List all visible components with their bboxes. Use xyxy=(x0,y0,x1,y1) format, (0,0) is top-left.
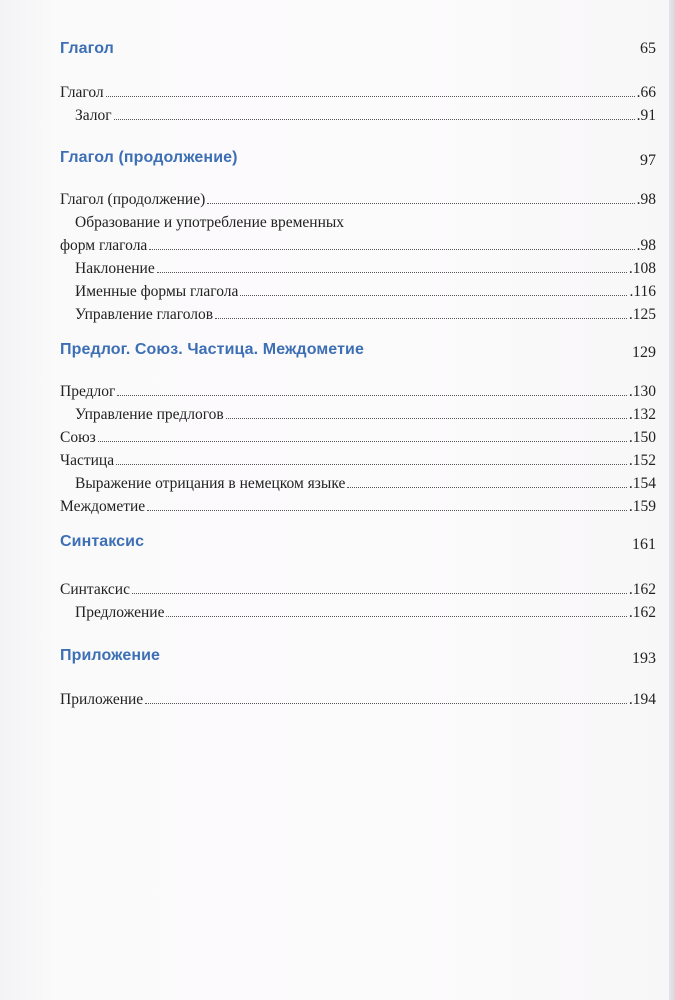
leader-dots xyxy=(114,119,635,120)
toc-entry-label: Междометие xyxy=(60,498,146,515)
toc-entry-label: Синтаксис xyxy=(60,581,130,598)
toc-entry[interactable] xyxy=(60,280,656,303)
leader-dots xyxy=(207,203,634,204)
section-title[interactable]: Приложение xyxy=(60,647,161,664)
toc-entry-label: Приложение xyxy=(60,691,144,708)
toc-entry-label: Предлог xyxy=(60,383,116,400)
section-header xyxy=(60,533,656,557)
page-spine-shadow xyxy=(669,0,675,1000)
leader-dots xyxy=(106,96,635,97)
toc-entry[interactable] xyxy=(60,104,656,127)
toc-entry-page: .108 xyxy=(628,260,656,277)
section-title[interactable]: Синтаксис xyxy=(60,533,145,550)
toc-entry-page: .98 xyxy=(636,237,656,254)
toc-entry[interactable] xyxy=(60,380,656,403)
toc-section-verb-continued xyxy=(60,149,656,326)
leader-dots xyxy=(132,593,627,594)
toc-entry[interactable] xyxy=(60,257,656,280)
toc-entry-label: Выражение отрицания в немецком языке xyxy=(75,475,346,492)
leader-dots xyxy=(117,395,627,396)
leader-dots xyxy=(347,487,627,488)
toc-entry[interactable] xyxy=(60,303,656,326)
section-header xyxy=(60,40,656,64)
section-page-number: 65 xyxy=(640,40,656,57)
toc-entry-label: Союз xyxy=(60,429,96,446)
leader-dots xyxy=(226,418,627,419)
toc-entry-page: .66 xyxy=(636,84,656,101)
toc-entry-label: Глагол (продолжение) xyxy=(60,191,206,208)
section-title[interactable]: Предлог. Союз. Частица. Междометие xyxy=(60,341,364,358)
toc-entry-page: .91 xyxy=(636,107,656,124)
toc-entry[interactable] xyxy=(60,601,656,624)
toc-entry[interactable] xyxy=(60,449,656,472)
section-page-number: 129 xyxy=(632,344,656,361)
toc-entry[interactable] xyxy=(60,234,656,257)
leader-dots xyxy=(145,703,627,704)
toc-entry-page: .194 xyxy=(628,691,656,708)
leader-dots xyxy=(147,510,627,511)
toc-entry[interactable] xyxy=(60,403,656,426)
toc-entry-label: Предложение xyxy=(75,604,165,621)
leader-dots xyxy=(157,272,627,273)
leader-dots xyxy=(215,318,627,319)
toc-section-preposition xyxy=(60,341,656,518)
toc-entry[interactable] xyxy=(60,688,656,711)
toc-entry-page: .132 xyxy=(628,406,656,423)
toc-entry-label: Управление предлогов xyxy=(75,406,224,423)
toc-entry-label: Управление глаголов xyxy=(75,306,214,323)
section-header xyxy=(60,341,656,365)
toc-entry-label: форм глагола xyxy=(60,237,148,254)
toc-entry[interactable] xyxy=(60,495,656,518)
leader-dots xyxy=(149,249,634,250)
toc-entry-page: .150 xyxy=(628,429,656,446)
toc-entry-label: Частица xyxy=(60,452,115,469)
section-page-number: 161 xyxy=(632,536,656,553)
section-header xyxy=(60,647,656,671)
toc-entry-page: .116 xyxy=(629,283,656,300)
toc-entry-label: Глагол xyxy=(60,84,104,101)
leader-dots xyxy=(98,441,627,442)
toc-entry-label: Именные формы глагола xyxy=(75,283,239,300)
leader-dots xyxy=(240,295,627,296)
toc-entry-page: .159 xyxy=(628,498,656,515)
section-page-number: 193 xyxy=(632,650,656,667)
toc-entry-page: .152 xyxy=(628,452,656,469)
leader-dots xyxy=(116,464,627,465)
toc-section-syntax xyxy=(60,533,656,624)
toc-entry[interactable] xyxy=(60,211,656,234)
section-header xyxy=(60,149,656,173)
section-page-number: 97 xyxy=(640,152,656,169)
section-title[interactable]: Глагол (продолжение) xyxy=(60,149,238,166)
toc-entry-label: Залог xyxy=(75,107,112,124)
toc-entry-page: .98 xyxy=(636,191,656,208)
toc-entry-label: Образование и употребление временных xyxy=(75,214,345,231)
leader-dots xyxy=(166,616,626,617)
toc-entry[interactable] xyxy=(60,472,656,495)
toc-entry-page: .162 xyxy=(628,604,656,621)
toc-entry-page: .154 xyxy=(628,475,656,492)
toc-entry-page: .162 xyxy=(628,581,656,598)
toc-entry[interactable] xyxy=(60,81,656,104)
toc-entry[interactable] xyxy=(60,188,656,211)
toc-section-appendix xyxy=(60,647,656,711)
section-title[interactable]: Глагол xyxy=(60,40,114,57)
toc-section-verb xyxy=(60,40,656,127)
toc-entry[interactable] xyxy=(60,578,656,601)
toc-entry-page: .130 xyxy=(628,383,656,400)
toc-entry-label: Наклонение xyxy=(75,260,155,277)
toc-entry[interactable] xyxy=(60,426,656,449)
toc-entry-page: .125 xyxy=(628,306,656,323)
